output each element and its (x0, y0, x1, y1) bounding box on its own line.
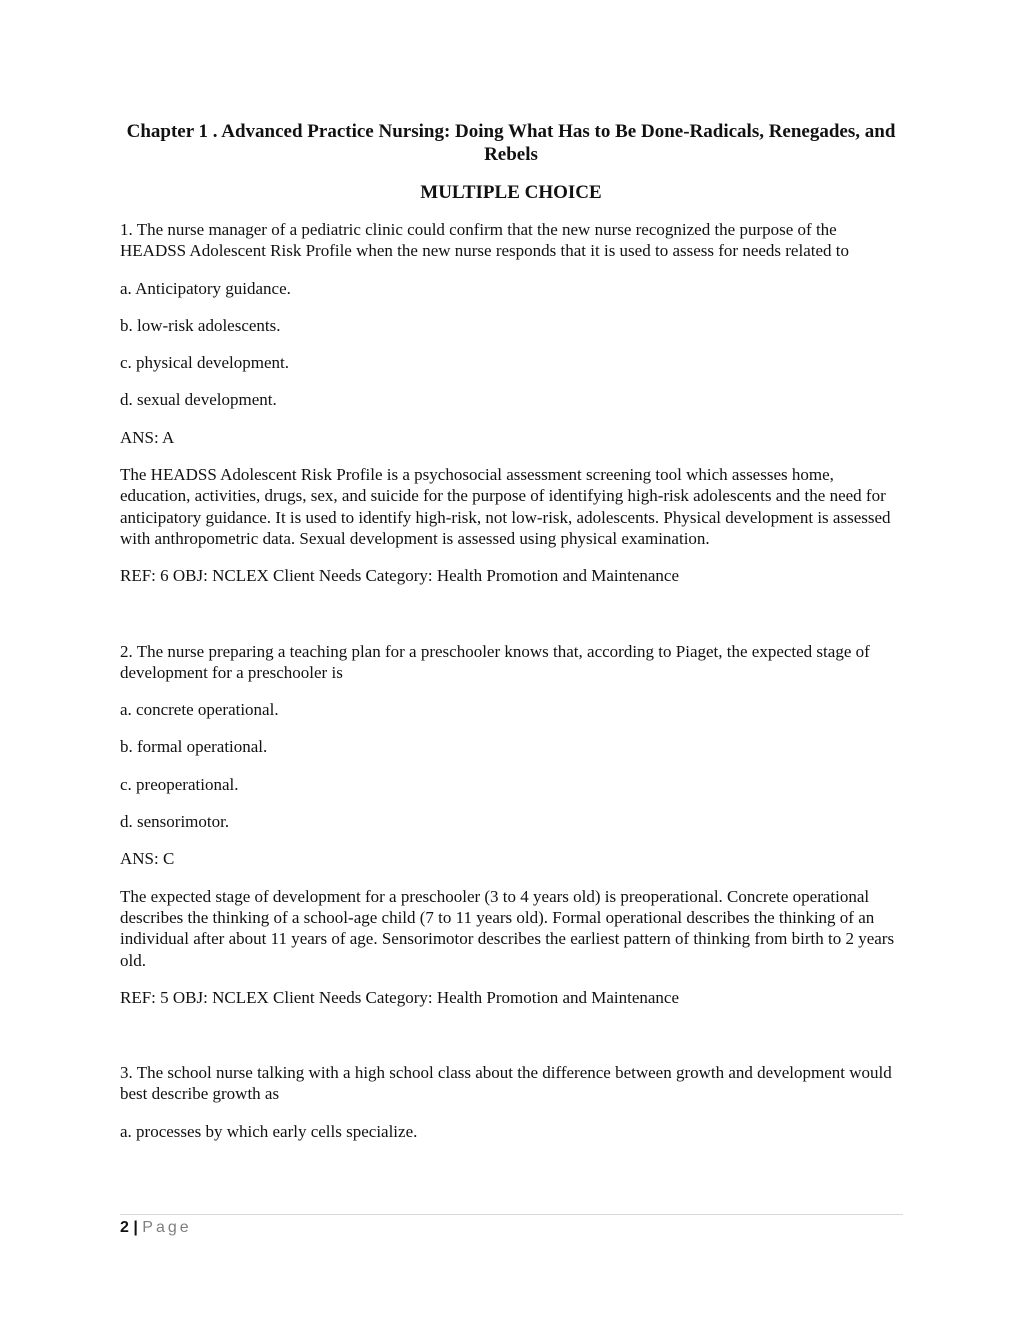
answer-option: b. low-risk adolescents. (120, 315, 281, 335)
answer-option: a. concrete operational. (120, 700, 279, 720)
document-page (120, 120, 902, 1158)
answer-option: d. sexual development. (120, 390, 277, 410)
rationale: The expected stage of development for a preschooler (3 to 4 years old) is preoperational. Concrete operational describes the thinking of a school-age child (7 to 11 years old). Formal operational describes the thinking of an individual after about 11 years of age. Sensorimotor describes the earliest pattern of thinking from birth to 2 years old. (120, 886, 895, 970)
spacer (120, 603, 902, 641)
answer-option: a. Anticipatory guidance. (120, 278, 291, 298)
page-footer (120, 1214, 903, 1238)
reference: REF: 6 OBJ: NCLEX Client Needs Category: Health Promotion and Maintenance (120, 566, 680, 586)
answer-option: d. sensorimotor. (120, 812, 230, 832)
answer-key: ANS: A (120, 427, 175, 447)
answer-option: b. formal operational. (120, 737, 268, 757)
question-stem: 2. The nurse preparing a teaching plan for a preschooler knows that, according to Piaget, the expected stage of development for a preschooler is (120, 641, 870, 682)
question-stem: 1. The nurse manager of a pediatric clinic could confirm that the new nurse recognized the purpose of the HEADSS Adolescent Risk Profile when the new nurse responds that it is used to assess for needs related to (120, 220, 849, 261)
question-1 (120, 219, 902, 587)
chapter-title: Chapter 1 . Advanced Practice Nursing: Doing What Has to Be Done-Radicals, Renegades, and Rebels (126, 121, 896, 165)
reference: REF: 5 OBJ: NCLEX Client Needs Category: Health Promotion and Maintenance (120, 987, 680, 1007)
answer-option: a. processes by which early cells specialize. (120, 1121, 418, 1141)
question-stem: 3. The school nurse talking with a high school class about the difference between growth and development would best describe growth as (120, 1063, 892, 1104)
rationale: The HEADSS Adolescent Risk Profile is a psychosocial assessment screening tool which assesses home, education, activities, drugs, sex, and suicide for the purpose of identifying high-risk adolescents and the need for anticipatory guidance. It is used to identify high-risk, not low-risk, adolescents. Physical development is assessed with anthropometric data. Sexual development is assessed using physical examination. (120, 465, 891, 548)
page-number: 2 (120, 1219, 129, 1236)
page-label: Page (142, 1219, 192, 1236)
question-3 (120, 1062, 902, 1142)
answer-option: c. preoperational. (120, 774, 239, 794)
answer-key: ANS: C (120, 849, 175, 869)
footer-separator: | (133, 1219, 138, 1236)
section-heading: MULTIPLE CHOICE (420, 182, 602, 203)
answer-option: c. physical development. (120, 353, 290, 373)
question-2 (120, 641, 902, 1009)
spacer (120, 1024, 902, 1062)
